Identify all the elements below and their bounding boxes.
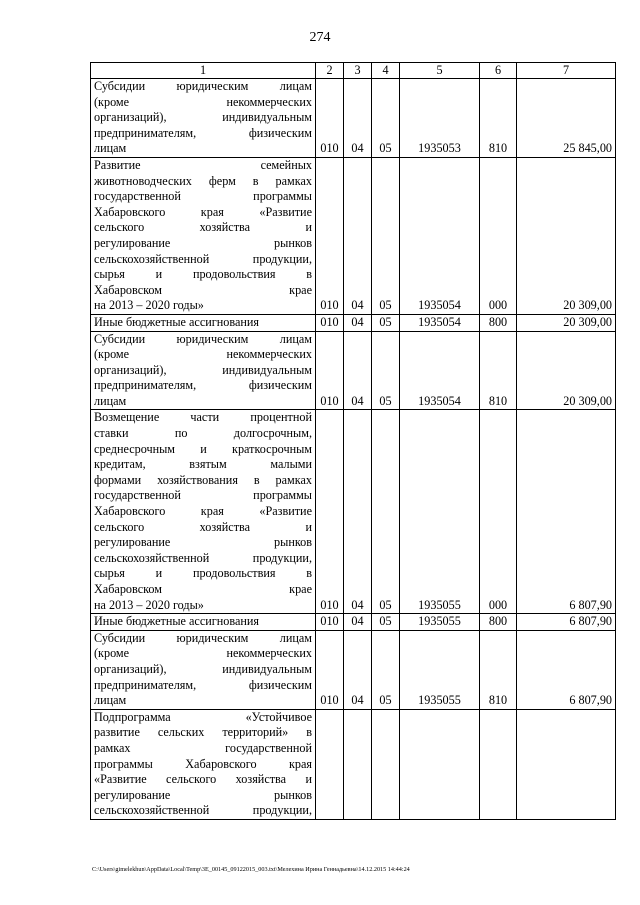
- code-target-cell: 1935054: [400, 157, 480, 314]
- code-expense-type-cell: 800: [480, 314, 517, 331]
- code-expense-type-cell: 000: [480, 410, 517, 614]
- table-row: [91, 709, 616, 819]
- table-body: [91, 79, 616, 820]
- amount-cell: 6 807,90: [517, 614, 616, 631]
- description-line: на 2013 – 2020 годы»: [94, 298, 204, 313]
- code-section-cell: 04: [344, 79, 372, 158]
- description-line: организаций), индивидуальным: [94, 362, 312, 377]
- header-cell: 7: [517, 63, 616, 79]
- description-line: «Развитие сельского хозяйства и: [94, 772, 312, 787]
- code-subsection-cell: 05: [372, 314, 400, 331]
- header-cell: 3: [344, 63, 372, 79]
- description-line: среднесрочным и краткосрочным: [94, 441, 312, 456]
- code-min-cell: 010: [316, 79, 344, 158]
- description-line: (кроме некоммерческих: [94, 347, 312, 362]
- code-target-cell: 1935053: [400, 79, 480, 158]
- budget-table: [90, 62, 616, 820]
- code-section-cell: 04: [344, 630, 372, 709]
- amount-cell: [517, 709, 616, 819]
- code-expense-type-cell: 800: [480, 614, 517, 631]
- code-subsection-cell: 05: [372, 331, 400, 410]
- row-description: [91, 79, 316, 158]
- description-line: предпринимателям, физическим: [94, 378, 312, 393]
- description-line: (кроме некоммерческих: [94, 646, 312, 661]
- table-row: [91, 314, 616, 331]
- header-cell: 6: [480, 63, 517, 79]
- row-description: [91, 410, 316, 614]
- code-subsection-cell: 05: [372, 614, 400, 631]
- description-line: государственной программы: [94, 488, 312, 503]
- header-cell: 5: [400, 63, 480, 79]
- description-line: сельского хозяйства и: [94, 519, 312, 534]
- description-line: животноводческих ферм в рамках: [94, 173, 312, 188]
- code-section-cell: [344, 709, 372, 819]
- description-line: ставки по долгосрочным,: [94, 426, 312, 441]
- table-row: [91, 331, 616, 410]
- header-cell: 2: [316, 63, 344, 79]
- row-description: [91, 630, 316, 709]
- description-line: Субсидии юридическим лицам: [94, 79, 312, 93]
- description-line: регулирование рынков: [94, 535, 312, 550]
- code-target-cell: 1935055: [400, 614, 480, 631]
- description-line: кредитам, взятым малыми: [94, 457, 312, 472]
- amount-cell: 20 309,00: [517, 331, 616, 410]
- code-min-cell: [316, 709, 344, 819]
- page-number: 274: [309, 30, 331, 45]
- row-description: [91, 614, 316, 631]
- description-line: Иные бюджетные ассигнования: [94, 314, 260, 329]
- table-row: [91, 410, 616, 614]
- code-min-cell: 010: [316, 331, 344, 410]
- description-line: государственной программы: [94, 189, 312, 204]
- amount-cell: 6 807,90: [517, 630, 616, 709]
- description-line: Субсидии юридическим лицам: [94, 630, 312, 645]
- description-line: (кроме некоммерческих: [94, 94, 312, 109]
- description-line: лицам: [94, 693, 127, 708]
- description-line: Иные бюджетные ассигнования: [94, 614, 260, 629]
- code-min-cell: 010: [316, 630, 344, 709]
- description-line: лицам: [94, 393, 127, 408]
- code-subsection-cell: 05: [372, 157, 400, 314]
- code-min-cell: 010: [316, 410, 344, 614]
- description-line: сельскохозяйственной продукции,: [94, 803, 312, 818]
- row-description: [91, 709, 316, 819]
- code-subsection-cell: [372, 709, 400, 819]
- description-line: сельскохозяйственной продукции,: [94, 251, 312, 266]
- code-min-cell: 010: [316, 614, 344, 631]
- table-header-row: [91, 63, 616, 79]
- description-line: на 2013 – 2020 годы»: [94, 597, 204, 612]
- description-line: Хабаровском крае: [94, 282, 312, 297]
- table-row: [91, 630, 616, 709]
- code-subsection-cell: 05: [372, 630, 400, 709]
- description-line: Субсидии юридическим лицам: [94, 331, 312, 346]
- description-line: Возмещение части процентной: [94, 410, 312, 425]
- code-expense-type-cell: [480, 709, 517, 819]
- code-target-cell: 1935055: [400, 410, 480, 614]
- description-line: Подпрограмма «Устойчивое: [94, 709, 312, 724]
- code-target-cell: 1935055: [400, 630, 480, 709]
- row-description: [91, 314, 316, 331]
- code-subsection-cell: 05: [372, 79, 400, 158]
- description-line: Развитие семейных: [94, 157, 312, 172]
- description-line: сельского хозяйства и: [94, 220, 312, 235]
- description-line: организаций), индивидуальным: [94, 110, 312, 125]
- code-min-cell: 010: [316, 157, 344, 314]
- code-subsection-cell: 05: [372, 410, 400, 614]
- description-line: рамках государственной: [94, 740, 312, 755]
- description-line: сырья и продовольствия в: [94, 566, 312, 581]
- code-section-cell: 04: [344, 331, 372, 410]
- description-line: Хабаровском крае: [94, 582, 312, 596]
- code-expense-type-cell: 810: [480, 630, 517, 709]
- description-line: сельскохозяйственной продукции,: [94, 550, 312, 565]
- code-section-cell: 04: [344, 157, 372, 314]
- code-expense-type-cell: 810: [480, 331, 517, 410]
- header-cell: 1: [91, 63, 316, 79]
- table-row: [91, 79, 616, 158]
- description-line: организаций), индивидуальным: [94, 661, 312, 676]
- description-line: программы Хабаровского края: [94, 756, 312, 771]
- description-line: предпринимателям, физическим: [94, 677, 312, 692]
- code-section-cell: 04: [344, 614, 372, 631]
- description-line: Хабаровского края «Развитие: [94, 204, 312, 219]
- amount-cell: 6 807,90: [517, 410, 616, 614]
- code-expense-type-cell: 000: [480, 157, 517, 314]
- description-line: лицам: [94, 141, 127, 156]
- code-target-cell: [400, 709, 480, 819]
- amount-cell: 25 845,00: [517, 79, 616, 158]
- code-expense-type-cell: 810: [480, 79, 517, 158]
- code-target-cell: 1935054: [400, 314, 480, 331]
- header-cell: 4: [372, 63, 400, 79]
- code-section-cell: 04: [344, 410, 372, 614]
- description-line: предпринимателям, физическим: [94, 125, 312, 140]
- description-line: регулирование рынков: [94, 235, 312, 250]
- table-row: [91, 157, 616, 314]
- row-description: [91, 331, 316, 410]
- description-line: сырья и продовольствия в: [94, 267, 312, 282]
- table-row: [91, 614, 616, 631]
- footer-file-path: C:\Users\gimelekhun\AppData\Local\Temp\3E_00145_09122015_003.txt\Мелехина Ирина Геннадьевна\14.12.2015 14:44:24: [92, 866, 410, 873]
- description-line: регулирование рынков: [94, 787, 312, 802]
- description-line: формами хозяйствования в рамках: [94, 472, 312, 487]
- description-line: Хабаровского края «Развитие: [94, 504, 312, 519]
- amount-cell: 20 309,00: [517, 157, 616, 314]
- code-min-cell: 010: [316, 314, 344, 331]
- amount-cell: 20 309,00: [517, 314, 616, 331]
- code-target-cell: 1935054: [400, 331, 480, 410]
- row-description: [91, 157, 316, 314]
- code-section-cell: 04: [344, 314, 372, 331]
- description-line: развитие сельских территорий» в: [94, 725, 312, 740]
